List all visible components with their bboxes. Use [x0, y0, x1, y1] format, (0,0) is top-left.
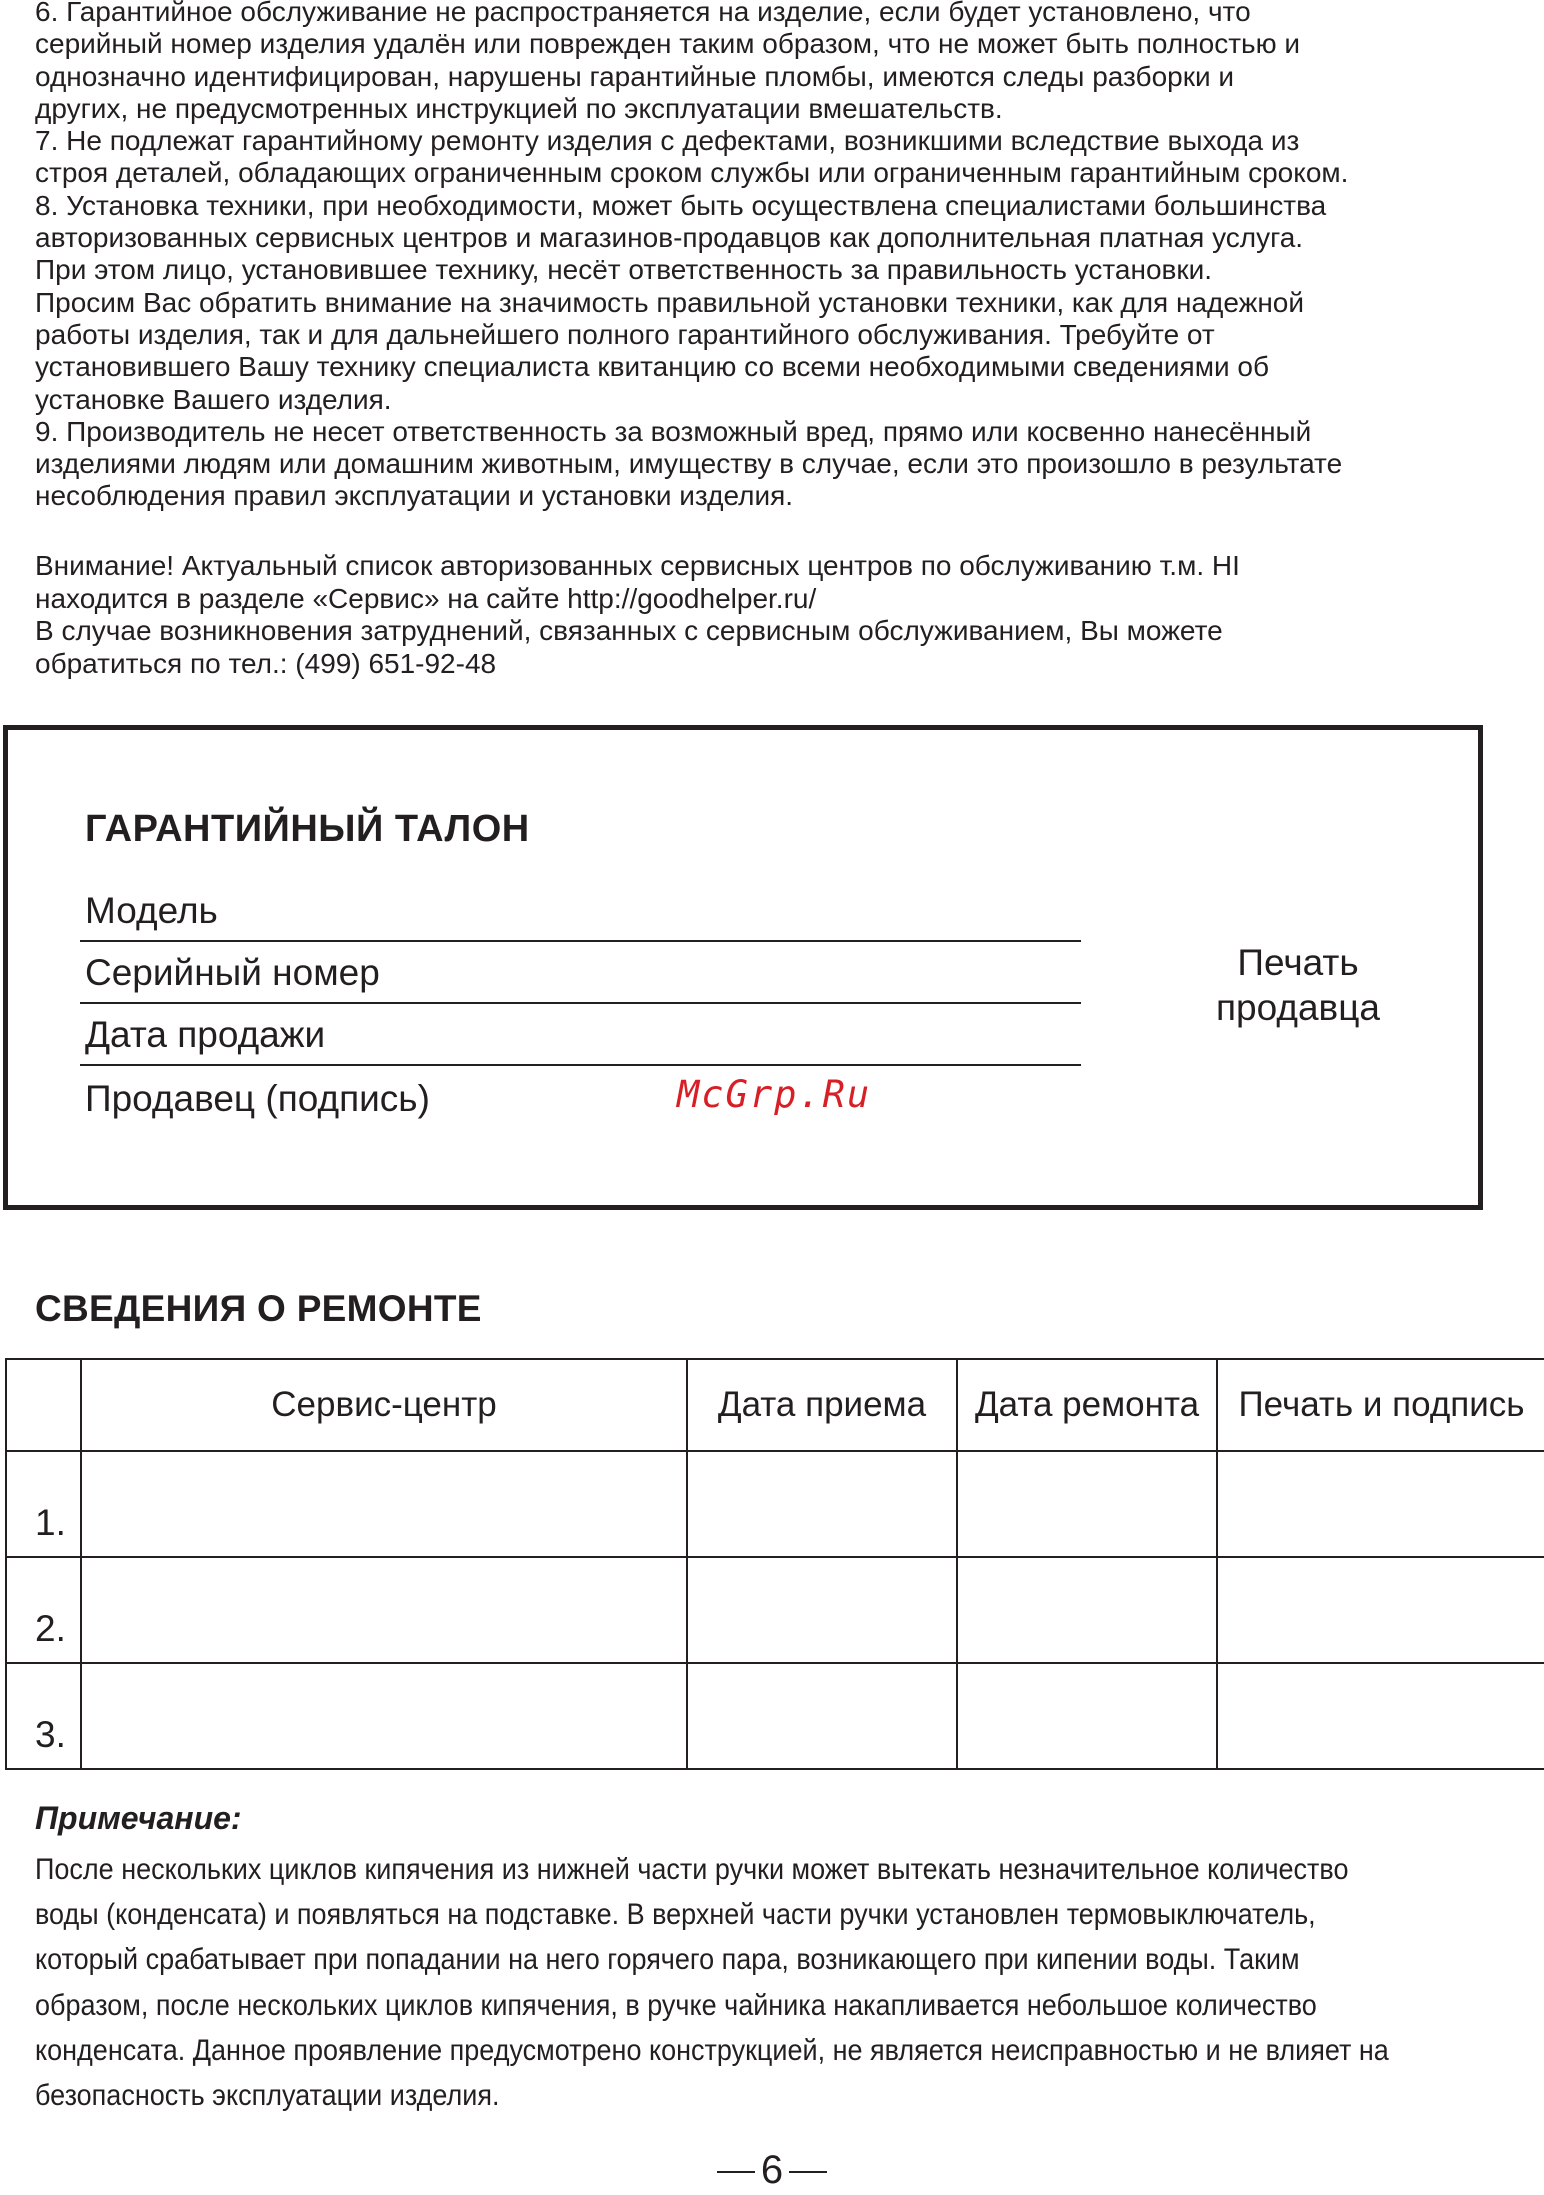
receive-date-cell[interactable]: [687, 1557, 957, 1663]
seller-stamp-area: [1148, 940, 1448, 1030]
note-line: безопасность эксплуатации изделия.: [35, 2079, 500, 2113]
page-number-value: 6: [760, 2148, 784, 2192]
terms-line: серийный номер изделия удалён или поврежден таким образом, что не может быть полностью и: [35, 28, 1301, 60]
column-header-stamp-signature: Печать и подпись: [1217, 1359, 1544, 1451]
page-number-dash-right: [789, 2171, 827, 2173]
stamp-signature-cell[interactable]: [1217, 1663, 1544, 1769]
terms-line: однозначно идентифицирован, нарушены гарантийные пломбы, имеются следы разборки и: [35, 60, 1235, 92]
terms-line: авторизованных сервисных центров и магазинов-продавцов как дополнительная платная услуга.: [35, 222, 1304, 254]
serial-number-field[interactable]: [80, 940, 1081, 1004]
repairs-table: [5, 1358, 1544, 1770]
notice-line: находится в разделе «Сервис» на сайте http://goodhelper.ru/: [35, 582, 817, 614]
terms-line: установке Вашего изделия.: [35, 383, 392, 415]
terms-line: строя деталей, обладающих ограниченным сроком службы или ограниченным гарантийным сроком.: [35, 157, 1349, 189]
sale-date-label: Дата продажи: [85, 1014, 326, 1055]
note-title: Примечание:: [35, 1800, 242, 1836]
notice-line: обратиться по тел.: (499) 651-92-48: [35, 647, 497, 679]
terms-line: 7. Не подлежат гарантийному ремонту изделия с дефектами, возникшими вследствие выхода из: [35, 125, 1300, 157]
stamp-signature-cell[interactable]: [1217, 1557, 1544, 1663]
page-number-dash-left: [717, 2171, 755, 2173]
stamp-label-line2: продавца: [1216, 987, 1380, 1028]
service-center-cell[interactable]: [81, 1663, 687, 1769]
model-label: Модель: [85, 890, 218, 931]
terms-line: 8. Установка техники, при необходимости, может быть осуществлена специалистами большинства: [35, 189, 1327, 221]
stamp-label-line1: Печать: [1237, 942, 1359, 983]
terms-line: Просим Вас обратить внимание на значимость правильной установки техники, как для надежной: [35, 286, 1305, 318]
column-header-repair-date: Дата ремонта: [957, 1359, 1217, 1451]
column-header-number: [6, 1359, 81, 1451]
page-number: [0, 2148, 1544, 2193]
terms-line: других, не предусмотренных инструкцией по эксплуатации вмешательств.: [35, 92, 1003, 124]
note-text: [35, 1847, 1529, 2118]
service-center-cell[interactable]: [81, 1451, 687, 1557]
note-line: который срабатывает при попадании на него горячего пара, возникающего при кипении воды. Таким: [35, 1943, 1300, 1977]
row-number: 3.: [6, 1663, 81, 1769]
column-header-service-center: Сервис-центр: [81, 1359, 687, 1451]
receive-date-cell[interactable]: [687, 1451, 957, 1557]
repair-date-cell[interactable]: [957, 1557, 1217, 1663]
terms-line: При этом лицо, установившее технику, несёт ответственность за правильность установки.: [35, 254, 1213, 286]
stamp-signature-cell[interactable]: [1217, 1451, 1544, 1557]
sale-date-field[interactable]: [80, 1002, 1081, 1066]
terms-line: установившего Вашу технику специалиста квитанцию со всеми необходимыми сведениями об: [35, 351, 1269, 383]
table-row: [6, 1663, 1544, 1769]
serial-number-label: Серийный номер: [85, 952, 380, 993]
repair-date-cell[interactable]: [957, 1663, 1217, 1769]
seller-signature-field[interactable]: [80, 1066, 1081, 1128]
receive-date-cell[interactable]: [687, 1663, 957, 1769]
repair-date-cell[interactable]: [957, 1451, 1217, 1557]
note-line: образом, после нескольких циклов кипячения, в ручке чайника накапливается небольшое количество: [35, 1988, 1317, 2022]
warranty-card-title: ГАРАНТИЙНЫЙ ТАЛОН: [85, 808, 530, 850]
terms-line: несоблюдения правил эксплуатации и установки изделия.: [35, 480, 794, 512]
terms-line: 9. Производитель не несет ответственность за возможный вред, прямо или косвенно нанесённый: [35, 415, 1312, 447]
warranty-card: [3, 725, 1483, 1210]
repairs-title: СВЕДЕНИЯ О РЕМОНТЕ: [35, 1288, 482, 1329]
watermark: McGrp.Ru: [677, 1073, 872, 1116]
column-header-receive-date: Дата приема: [687, 1359, 957, 1451]
service-notice: [35, 550, 1515, 680]
model-field[interactable]: [80, 878, 1081, 942]
seller-signature-label: Продавец (подпись): [85, 1078, 430, 1119]
notice-line: В случае возникновения затруднений, связанных с сервисным обслуживанием, Вы можете: [35, 615, 1223, 646]
note-line: конденсата. Данное проявление предусмотрено конструкцией, не является неисправностью и не влияет на: [35, 2033, 1389, 2067]
notice-line: Внимание! Актуальный список авторизованных сервисных центров по обслуживанию т.м. HI: [35, 550, 1240, 581]
table-row: [6, 1557, 1544, 1663]
row-number: 2.: [6, 1557, 81, 1663]
warranty-terms: [35, 0, 1535, 513]
terms-line: 6. Гарантийное обслуживание не распространяется на изделие, если будет установлено, что: [35, 0, 1251, 27]
table-row: [6, 1451, 1544, 1557]
note-line: воды (конденсата) и появляться на подставке. В верхней части ручки установлен термовыключатель,: [35, 1898, 1316, 1932]
terms-line: работы изделия, так и для дальнейшего полного гарантийного обслуживания. Требуйте от: [35, 318, 1215, 350]
table-header-row: [6, 1359, 1544, 1451]
terms-line: изделиями людям или домашним животным, имуществу в случае, если это произошло в результате: [35, 448, 1343, 480]
note-line: После нескольких циклов кипячения из нижней части ручки может вытекать незначительное количество: [35, 1853, 1349, 1886]
row-number: 1.: [6, 1451, 81, 1557]
service-center-cell[interactable]: [81, 1557, 687, 1663]
